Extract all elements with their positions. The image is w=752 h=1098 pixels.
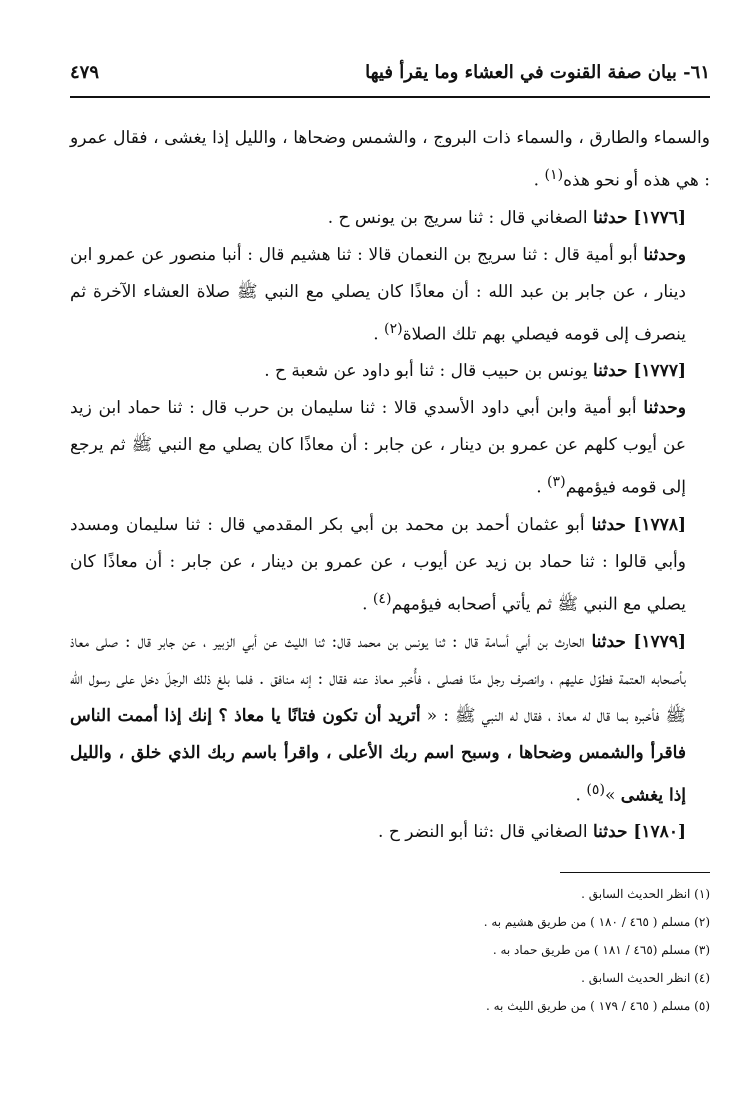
text-segment: والسماء والطارق ، والسماء ذات البروج ، والشمس وضحاها ، والليل إذا يغشى ، فقال عمرو : هي هذه أو نحو هذه	[70, 128, 710, 191]
text-segment: الصغاني قال :ثنا أبو النضر ح .	[378, 822, 593, 843]
paragraph	[70, 507, 710, 624]
text-segment: .	[373, 324, 385, 345]
text-segment: أبو أمية وابن أبي داود الأسدي قالا : ثنا سليمان بن حرب قال : ثنا حماد ابن زيد عن أيوب كلهم عن عمرو بن دينار ، عن جابر : أن معاذًا كان يصلي مع النبي ﷺ ثم يرجع إلى قومه فيؤمهم	[70, 398, 686, 498]
footnote-ref: (٥)	[586, 781, 605, 798]
chapter-title: ٦١- بيان صفة القنوت في العشاء وما يقرأ فيها	[365, 62, 710, 83]
paragraph	[70, 814, 710, 851]
text-segment: .	[575, 785, 587, 806]
footnote: (١) انظر الحديث السابق .	[581, 887, 710, 901]
paragraph	[70, 237, 710, 354]
footnote-ref: (٤)	[372, 590, 392, 607]
text-segment: »	[604, 785, 621, 806]
text-segment: أبو عثمان أحمد بن محمد بن أبي بكر المقدمي قال : ثنا سليمان ومسدد وأبي قالوا : ثنا حماد بن زيد عن أيوب ، عن عمرو بن دينار ، عن جابر : أن معاذًا كان يصلي مع النبي ﷺ ثم يأتي أصحابه فيؤمهم	[70, 514, 686, 615]
footnote-ref: (١)	[544, 167, 564, 183]
bold-text: [١٧٨٠] حدثنا	[592, 822, 686, 843]
bold-text: وحدثنا	[643, 244, 686, 265]
bold-text: [١٧٧٨] حدثنا	[591, 514, 686, 535]
bold-text: أتريد أن تكون فتانًا يا معاذ ؟ إنك إذا أممت الناس فاقرأ والشمس وضحاها ، وسبح اسم ربك الأعلى ، واقرأ باسم ربك الذي خلق ، والليل إذا يغشى	[70, 705, 686, 806]
paragraph	[70, 200, 710, 237]
text-segment: .	[362, 594, 373, 615]
text-segment: .	[533, 170, 545, 191]
footnote-ref: (٣)	[547, 474, 566, 491]
footnote: (٣) مسلم (٤٦٥ / ١٨١ ) من طريق حماد به .	[492, 943, 710, 957]
main-text	[70, 120, 710, 851]
paragraph	[70, 120, 710, 200]
text-segment: .	[536, 477, 548, 498]
footnote: (٢) مسلم ( ٤٦٥ / ١٨٠ ) من طريق هشيم به .	[483, 915, 710, 929]
bold-text: [١٧٧٩] حدثنا	[591, 631, 686, 652]
footnote: (٥) مسلم ( ٤٦٥ / ١٧٩ ) من طريق الليث به .	[485, 999, 710, 1013]
bold-text: [١٧٧٦] حدثنا	[592, 207, 686, 228]
paragraph	[70, 624, 710, 815]
text-segment: أبو أمية قال : ثنا سريج بن النعمان قالا : ثنا هشيم قال : أنبا منصور عن عمرو ابن دينار ، عن جابر بن عبد الله : أن معاذًا كان يصلي مع النبي ﷺ صلاة العشاء الآخرة ثم ينصرف إلى قومه فيصلي بهم تلك الصلاة	[70, 244, 686, 345]
text-segment: الحارث بن أبي أسامة قال : ثنا يونس بن محمد قال: ثنا الليث عن أبي الزبير ، عن جابر قال : صلى معاذ بأصحابه العتمة فطوّل عليهم ، وانصرف رجل منّا فصلى ، فأُخبر معاذ عنه فقال : إنه منافق . فلما بلغ ذلك الرجلَ دخل على رسول الله ﷺ فأخبره بما قال له معاذ ، فقال له النبي ﷺ : «	[70, 631, 687, 726]
text-segment: الصغاني قال : ثنا سريج بن يونس ح .	[327, 207, 593, 228]
text-segment: يونس بن حبيب قال : ثنا أبو داود عن شعبة ح .	[264, 361, 593, 382]
running-header	[70, 58, 710, 94]
footnotes	[300, 880, 710, 1020]
bold-text: [١٧٧٧] حدثنا	[592, 361, 686, 382]
footnote-divider	[560, 872, 710, 873]
paragraph	[70, 390, 710, 507]
paragraph	[70, 353, 710, 390]
header-divider	[70, 96, 710, 98]
footnote-ref: (٢)	[384, 320, 403, 337]
footnote: (٤) انظر الحديث السابق .	[581, 971, 710, 985]
page-number: ٤٧٩	[70, 62, 100, 83]
bold-text: وحدثنا	[643, 398, 686, 419]
